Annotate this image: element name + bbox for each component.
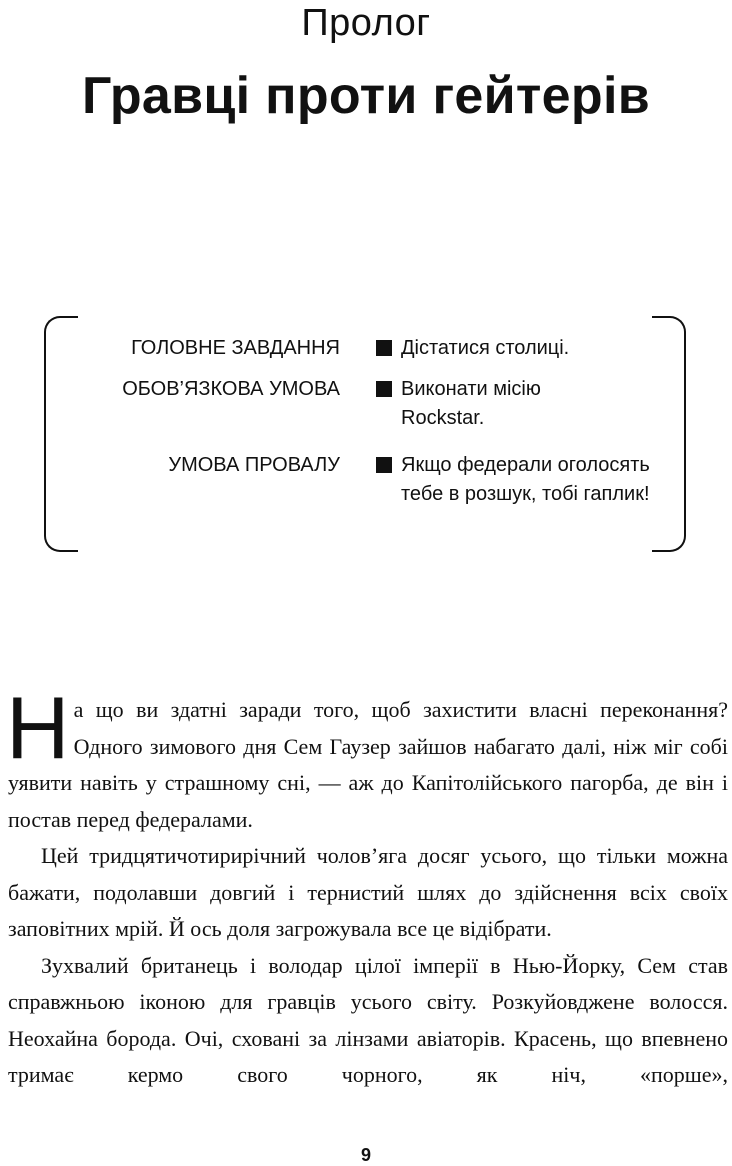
chapter-title: Гравці проти гейтерів — [82, 67, 650, 125]
body-text — [6, 678, 728, 1094]
square-bullet-icon — [376, 381, 392, 397]
quest-value: Якщо федерали оголосять тебе в розшук, тобі гаплик! — [401, 454, 650, 505]
quest-value: Виконати місію Rockstar. — [401, 378, 541, 429]
left-bracket — [44, 316, 78, 552]
paragraph-text: а що ви здатні заради того, щоб захистити власні переконання? Одного зимового дня Сем Гаузер зайшов набагато далі, ніж міг собі уявити навіть у страшному сні, — аж до Капітолійського пагорба, де він і постав перед федералами. — [8, 697, 728, 832]
square-bullet-icon — [376, 340, 392, 356]
quest-box — [44, 316, 686, 552]
quest-label: ГОЛОВНЕ ЗАВДАННЯ — [131, 337, 340, 359]
paragraph: Цей тридцятичотирирічний чолов’яга досяг усього, що тільки можна бажати, подолавши довгий і тернистий шлях до здійснення всіх своїх заповітних мрій. Й ось доля загрожувала все це відібрати. — [8, 843, 728, 941]
page-number: 9 — [360, 1145, 371, 1165]
quest-label: УМОВА ПРОВАЛУ — [168, 454, 340, 476]
quest-label: ОБОВ’ЯЗКОВА УМОВА — [122, 378, 340, 400]
paragraph: Зухвалий британець і володар цілої імперії в Нью-Йорку, Сем став справжньою іконою для гравців усього світу. Розкуйовджене волосся. Неохайна борода. Очі, сховані за лінзами авіаторів. Красень, що впевнено тримає кермо свого чорного, як ніч, «порше», — [8, 952, 728, 1087]
paragraph — [6, 678, 728, 838]
prolog-heading: Пролог — [301, 2, 431, 44]
drop-cap: Н — [6, 678, 70, 777]
quest-value: Дістатися столиці. — [401, 337, 570, 359]
square-bullet-icon — [376, 457, 392, 473]
